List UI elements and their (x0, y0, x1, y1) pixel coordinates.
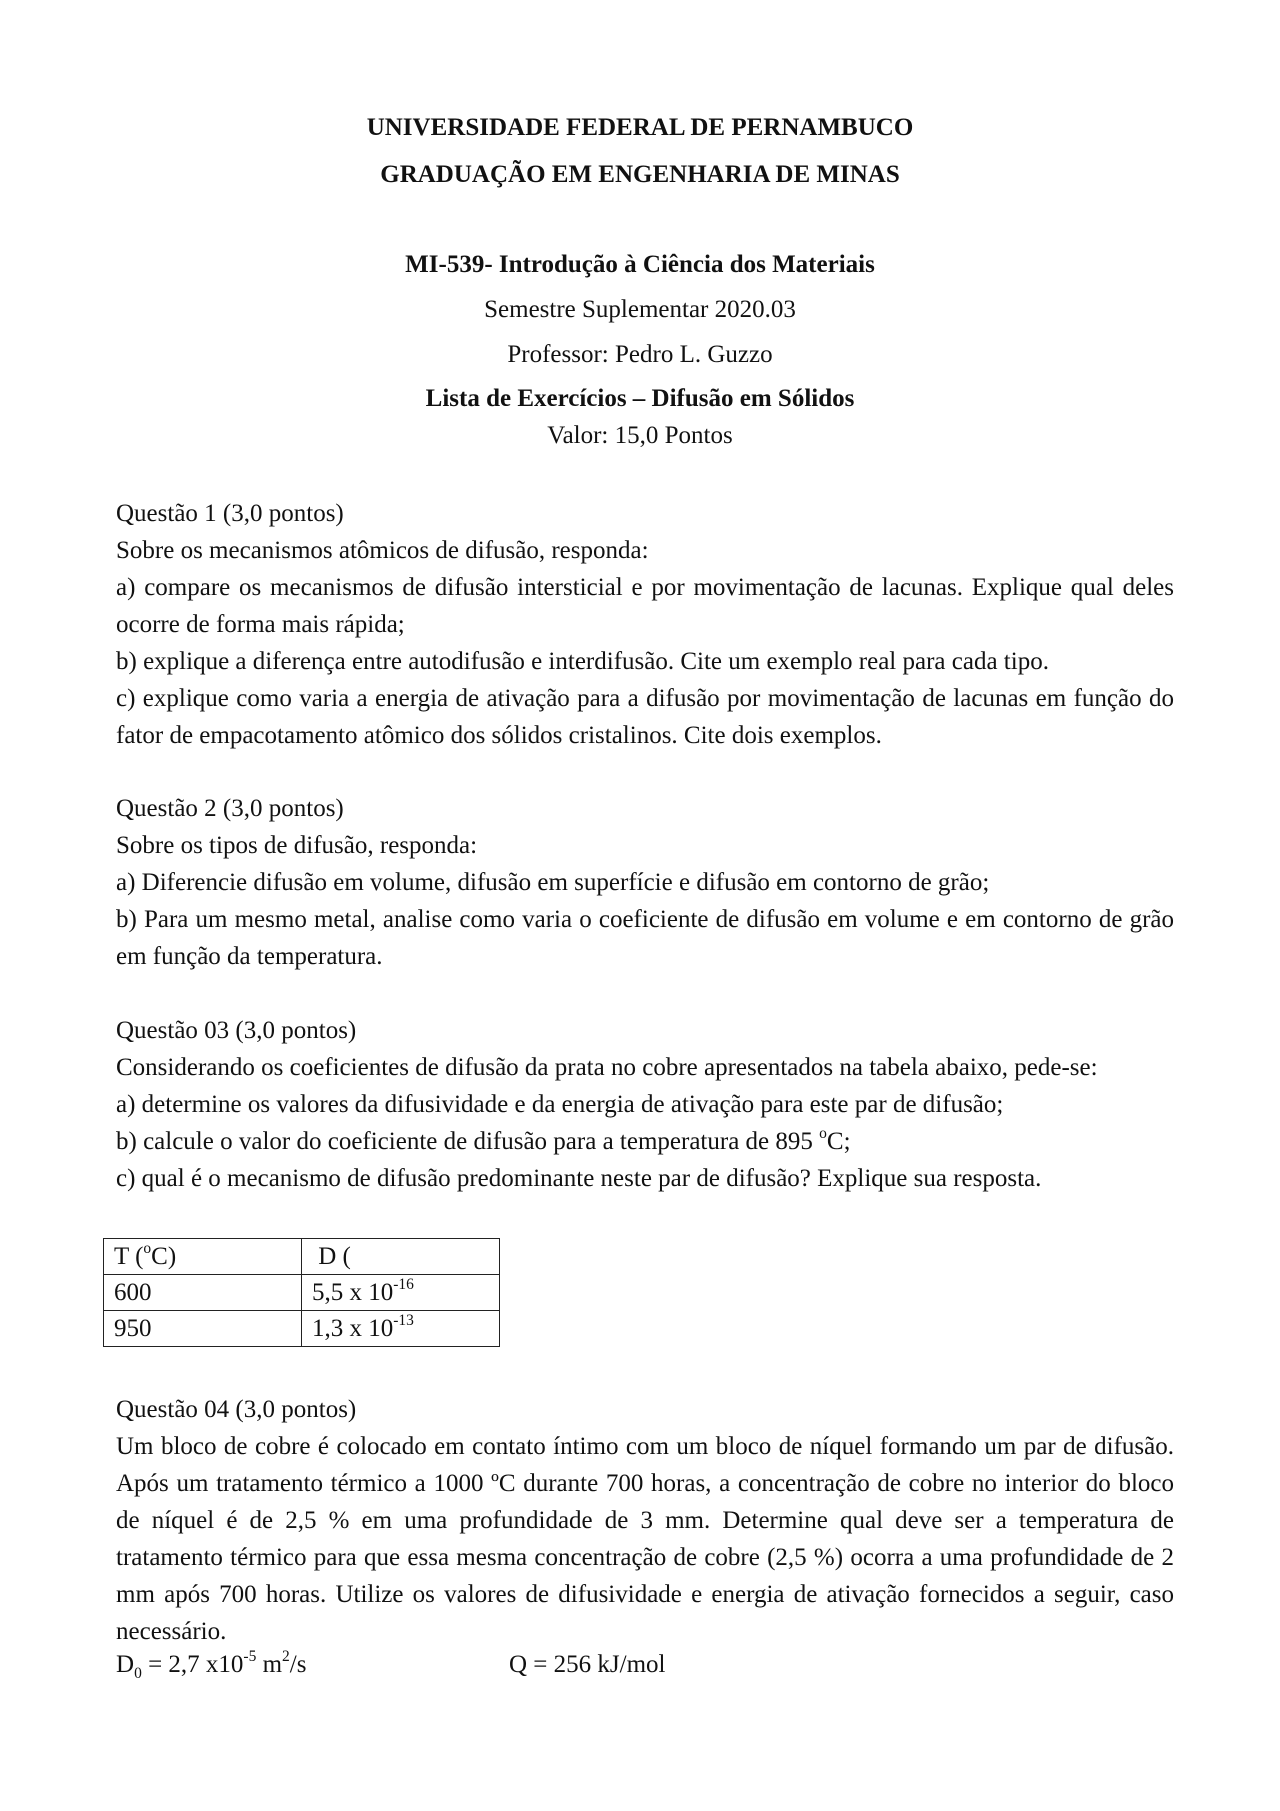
temperature-cell: 600 (104, 1275, 302, 1311)
temperature-cell: 950 (104, 1311, 302, 1347)
question-2-title: Questão 2 (3,0 pontos) (116, 795, 344, 822)
question-3-intro: Considerando os coeficientes de difusão da prata no cobre apresentados na tabela abaixo, pede-se: (116, 1054, 1098, 1081)
question-1-item-a: a) compare os mecanismos de difusão intersticial e por movimentação de lacunas. Explique qual deles ocorre de forma mais rápida; (116, 574, 1174, 638)
activation-energy-formula: Q = 256 kJ/mol (509, 1651, 666, 1678)
diffusion-coefficient-cell: 5,5 x $10^{-16}$ (302, 1275, 500, 1311)
university-name: UNIVERSIDADE FEDERAL DE PERNAMBUCO (366, 114, 914, 141)
table-row (104, 1275, 500, 1311)
diffusion-data-table (103, 1238, 500, 1347)
question-1-title: Questão 1 (3,0 pontos) (116, 500, 344, 527)
question-3-item-b: b) calcule o valor do coeficiente de difusão para a temperatura de 895 $^o$C; (116, 1125, 851, 1155)
question-3-item-a: a) determine os valores da difusividade e da energia de ativação para este par de difusão; (116, 1091, 1004, 1118)
question-2-item-a: a) Diferencie difusão em volume, difusão em superfície e difusão em contorno de grão; (116, 869, 990, 896)
diffusion-coefficient-cell: 1,3 x $10^{-13}$ (302, 1311, 500, 1347)
program-name: GRADUAÇÃO EM ENGENHARIA DE MINAS (380, 161, 900, 188)
question-2-intro: Sobre os tipos de difusão, responda: (116, 832, 478, 859)
list-value: Valor: 15,0 Pontos (547, 422, 733, 449)
question-3 (116, 1012, 1174, 1197)
question-3-item-c: c) qual é o mecanismo de difusão predominante neste par de difusão? Explique sua resposta. (116, 1165, 1042, 1192)
temperature-column-header: T ($^o$C) (104, 1239, 302, 1275)
professor: Professor: Pedro L. Guzzo (507, 341, 773, 368)
semester: Semestre Suplementar 2020.03 (484, 296, 796, 323)
question-1-item-c: c) explique como varia a energia de ativação para a difusão por movimentação de lacunas em função do fator de empacotamento atômico dos sólidos cristalinos. Cite dois exemplos. (116, 685, 1174, 749)
question-2-item-b: b) Para um mesmo metal, analise como varia o coeficiente de difusão em volume e em contorno de grão em função da temperatura. (116, 906, 1174, 970)
question-2 (116, 790, 1174, 975)
diffusivity-formula: $D_0 = 2,7$ $x10^{-5}$ $m^2/s$ (116, 1648, 307, 1682)
list-title: Lista de Exercícios – Difusão em Sólidos (425, 385, 855, 412)
table-header-row (104, 1239, 500, 1275)
course-title: MI-539- Introdução à Ciência dos Materiais (405, 251, 875, 278)
question-1-item-b: b) explique a diferença entre autodifusão e interdifusão. Cite um exemplo real para cada tipo. (116, 648, 1049, 675)
diffusion-coefficient-column-header: D ( (302, 1239, 500, 1275)
question-1 (116, 495, 1174, 754)
question-4-text: Um bloco de cobre é colocado em contato íntimo com um bloco de níquel formando um par de difusão. Após um tratamento térmico a 1000 ºC durante 700 horas, a concentração de cobre no interior do bloco de níquel é de 2,5 % em uma profundidade de 3 mm. Determine qual deve ser a temperatura de tratamento térmico para que essa mesma concentração de cobre (2,5 %) ocorra a uma profundidade de 2 mm após 700 horas. Utilize os valores de difusividade e energia de ativação fornecidos a seguir, caso necessário. (116, 1433, 1174, 1645)
question-4-title: Questão 04 (3,0 pontos) (116, 1396, 357, 1423)
table-row (104, 1311, 500, 1347)
question-1-intro: Sobre os mecanismos atômicos de difusão, responda: (116, 537, 649, 564)
question-4 (116, 1391, 1174, 1650)
question-3-title: Questão 03 (3,0 pontos) (116, 1017, 357, 1044)
